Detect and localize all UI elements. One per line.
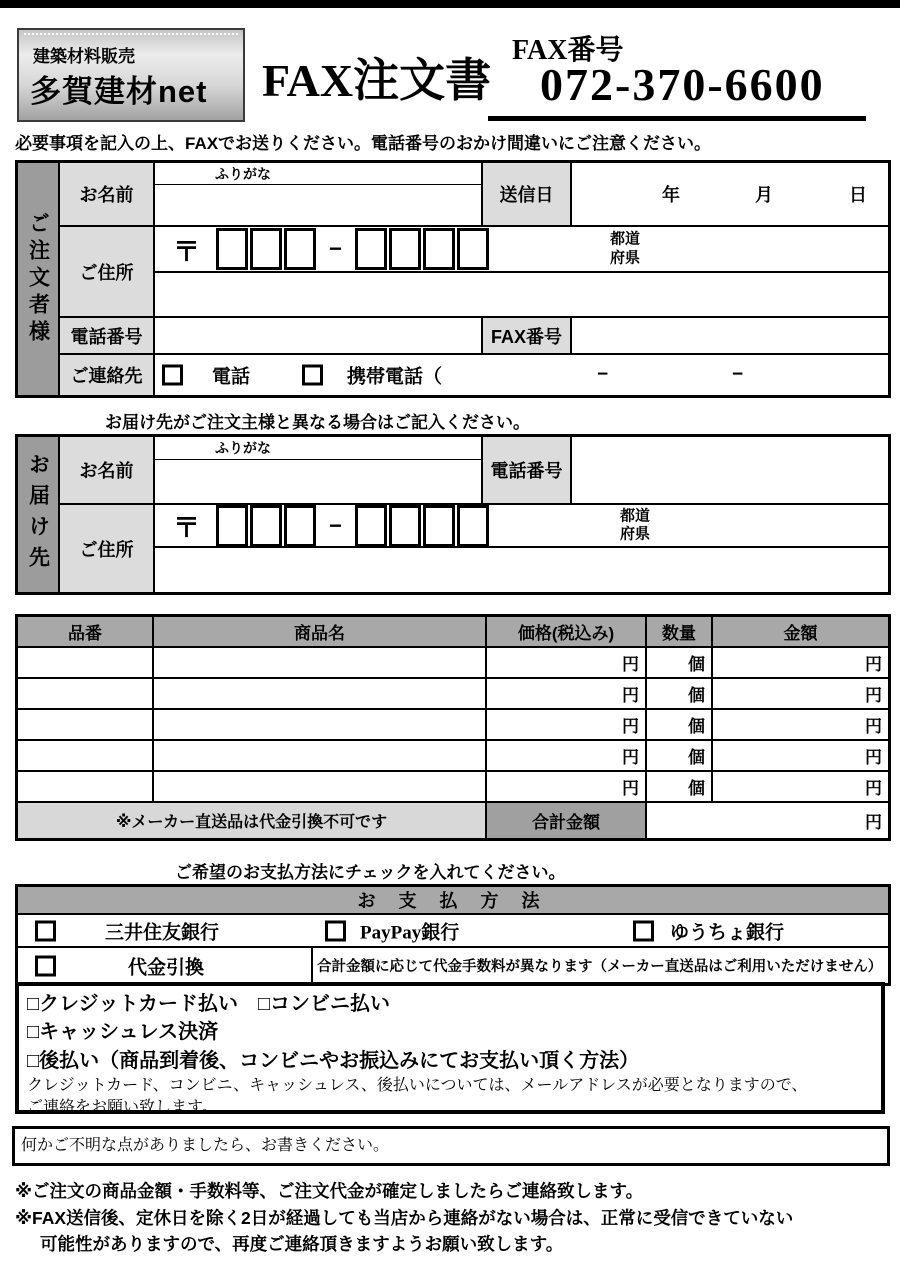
product-name-input[interactable] — [154, 710, 487, 741]
col-header-amount: 金額 — [713, 617, 888, 648]
postal-digit-box[interactable] — [216, 505, 248, 547]
orderer-address-label: ご住所 — [60, 227, 155, 318]
quantity-input[interactable]: 個 — [647, 772, 713, 803]
logo-company-name: 多賀建材net — [30, 74, 208, 109]
orderer-send-date-label: 送信日 — [483, 163, 572, 227]
date-month-label: 月 — [755, 185, 773, 205]
orderer-furigana-label: ふりがな — [155, 163, 483, 185]
total-amount-label: 合計金額 — [487, 803, 647, 838]
delivery-caption: お届け先がご注文主様と異なる場合はご記入ください。 — [105, 413, 530, 432]
postal-digit-box[interactable] — [250, 228, 282, 270]
cod-fee-note: 合計金額に応じて代金手数料が異なります（メーカー直送品はご利用いただけません） — [317, 959, 883, 975]
logo-tagline: 建築材料販売 — [33, 47, 135, 66]
amount-input[interactable]: 円 — [713, 679, 888, 710]
col-header-product-name: 商品名 — [154, 617, 487, 648]
deferred-payment-option[interactable]: □後払い（商品到着後、コンビニやお振込みにてお支払い頂く方法） — [27, 1049, 640, 1072]
delivery-name-input[interactable] — [155, 460, 483, 505]
cod-option — [18, 948, 313, 983]
quantity-input[interactable]: 個 — [647, 679, 713, 710]
date-day-label: 日 — [849, 185, 867, 205]
orderer-phone-input[interactable] — [155, 318, 483, 355]
delivery-postal-row — [155, 505, 888, 548]
direct-shipping-note: ※メーカー直送品は代金引換不可です — [18, 803, 487, 838]
payment-method-table — [15, 884, 891, 986]
postal-digit-box[interactable] — [389, 228, 421, 270]
prefecture-label: 都道 府県 — [620, 506, 651, 543]
amount-input[interactable]: 円 — [713, 648, 888, 679]
item-number-input[interactable] — [18, 772, 154, 803]
mobile-dash-2: − — [732, 364, 744, 385]
orderer-name-input[interactable] — [155, 185, 483, 227]
total-amount-input[interactable]: 円 — [865, 813, 882, 832]
orderer-name-label: お名前 — [60, 163, 155, 227]
postal-dash: − — [329, 236, 342, 261]
orderer-postal-row — [155, 227, 888, 273]
bank-yucho-checkbox[interactable] — [633, 920, 654, 941]
prefecture-label: 都道 府県 — [610, 230, 641, 266]
delivery-furigana-label: ふりがな — [155, 437, 483, 460]
postal-mark: 〒 — [173, 236, 200, 267]
contact-phone-option: 電話 — [212, 366, 251, 388]
email-required-note-line2: ご連絡をお願い致します。 — [27, 1098, 218, 1116]
fax-number-label: FAX番号 — [512, 35, 624, 66]
order-items-table — [15, 614, 891, 841]
bank-smbc-label: 三井住友銀行 — [105, 922, 220, 943]
bank-yucho-label: ゆうちょ銀行 — [670, 922, 785, 943]
postal-digit-box[interactable] — [423, 228, 455, 270]
postal-digit-box[interactable] — [250, 505, 282, 547]
orderer-fax-input[interactable] — [572, 318, 888, 355]
item-number-input[interactable] — [18, 648, 154, 679]
product-name-input[interactable] — [154, 679, 487, 710]
price-input[interactable]: 円 — [487, 741, 647, 772]
mobile-dash-1: − — [597, 364, 609, 385]
orderer-fax-label: FAX番号 — [483, 318, 572, 355]
cod-label: 代金引換 — [128, 957, 205, 978]
orderer-phone-label: 電話番号 — [60, 318, 155, 355]
price-input[interactable]: 円 — [487, 648, 647, 679]
postal-digit-box[interactable] — [457, 228, 489, 270]
contact-phone-checkbox[interactable] — [162, 365, 183, 386]
credit-conbini-option[interactable]: □クレジットカード払い □コンビニ払い — [27, 993, 391, 1015]
bank-paypay-label: PayPay銀行 — [360, 922, 460, 943]
delivery-section-table — [15, 434, 891, 595]
postal-digit-box[interactable] — [216, 228, 248, 270]
delivery-section-header: お届け先 — [18, 437, 60, 592]
quantity-input[interactable]: 個 — [647, 741, 713, 772]
item-number-input[interactable] — [18, 679, 154, 710]
orderer-send-date-input[interactable] — [572, 163, 888, 227]
form-instruction: 必要事項を記入の上、FAXでお送りください。電話番号のおかけ間違いにご注意ください。 — [15, 134, 712, 153]
fax-number-underline — [488, 116, 866, 121]
bank-options-row — [18, 915, 888, 948]
postal-dash: − — [329, 512, 342, 538]
date-year-label: 年 — [662, 185, 680, 205]
contact-mobile-option: 携帯電話（ — [347, 366, 443, 388]
bank-smbc-checkbox[interactable] — [35, 920, 56, 941]
item-number-input[interactable] — [18, 710, 154, 741]
delivery-phone-input[interactable] — [572, 437, 888, 505]
footer-note: 可能性がありますので、再度ご連絡頂きますようお願い致します。 — [40, 1234, 564, 1254]
delivery-name-label: お名前 — [60, 437, 155, 505]
orderer-contact-row — [155, 355, 888, 395]
amount-input[interactable]: 円 — [713, 710, 888, 741]
quantity-input[interactable]: 個 — [647, 648, 713, 679]
price-input[interactable]: 円 — [487, 710, 647, 741]
postal-digit-box[interactable] — [457, 505, 489, 547]
footer-note: ※ご注文の商品金額・手数料等、ご注文代金が確定しましたらご連絡致します。 — [15, 1181, 644, 1201]
page-title: FAX注文書 — [262, 55, 492, 106]
product-name-input[interactable] — [154, 648, 487, 679]
price-input[interactable]: 円 — [487, 679, 647, 710]
product-name-input[interactable] — [154, 772, 487, 803]
logo-dotted-line — [24, 33, 238, 35]
amount-input[interactable]: 円 — [713, 772, 888, 803]
payment-method-title: お 支 払 方 法 — [18, 887, 888, 915]
postal-mark: 〒 — [173, 513, 200, 543]
orderer-section-header: ご注文者様 — [18, 163, 60, 395]
other-payment-box — [15, 982, 885, 1114]
orderer-address-input[interactable] — [155, 273, 888, 318]
bank-paypay-checkbox[interactable] — [325, 920, 346, 941]
col-header-price: 価格(税込み) — [487, 617, 647, 648]
postal-digit-box[interactable] — [284, 228, 316, 270]
item-number-input[interactable] — [18, 741, 154, 772]
email-required-note-line1: クレジットカード、コンビニ、キャッシュレス、後払いについては、メールアドレスが必要となりますので、 — [27, 1077, 808, 1095]
postal-digit-box[interactable] — [389, 505, 421, 547]
amount-input[interactable]: 円 — [713, 741, 888, 772]
postal-digit-box[interactable] — [284, 505, 316, 547]
cod-checkbox[interactable] — [35, 955, 56, 976]
fax-number-value: 072-370-6600 — [540, 59, 825, 110]
top-black-bar — [0, 0, 900, 8]
orderer-section-table — [15, 160, 891, 398]
contact-mobile-checkbox[interactable] — [302, 365, 323, 386]
postal-digit-box[interactable] — [355, 228, 387, 270]
postal-digit-box[interactable] — [423, 505, 455, 547]
payment-caption: ご希望のお支払方法にチェックを入れてください。 — [175, 863, 566, 882]
product-name-input[interactable] — [154, 741, 487, 772]
delivery-address-label: ご住所 — [60, 505, 155, 592]
orderer-contact-label: ご連絡先 — [60, 355, 155, 395]
col-header-quantity: 数量 — [647, 617, 713, 648]
col-header-item-number: 品番 — [18, 617, 154, 648]
inquiry-input-box[interactable]: 何かご不明な点がありましたら、お書きください。 — [12, 1126, 890, 1166]
cashless-option[interactable]: □キャッシュレス決済 — [27, 1021, 219, 1044]
delivery-address-input[interactable] — [155, 548, 888, 592]
quantity-input[interactable]: 個 — [647, 710, 713, 741]
price-input[interactable]: 円 — [487, 772, 647, 803]
delivery-phone-label: 電話番号 — [483, 437, 572, 505]
company-logo — [17, 28, 245, 122]
postal-digit-box[interactable] — [355, 505, 387, 547]
footer-note: ※FAX送信後、定休日を除く2日が経過しても当店から連絡がない場合は、正常に受信できていない — [15, 1208, 794, 1228]
